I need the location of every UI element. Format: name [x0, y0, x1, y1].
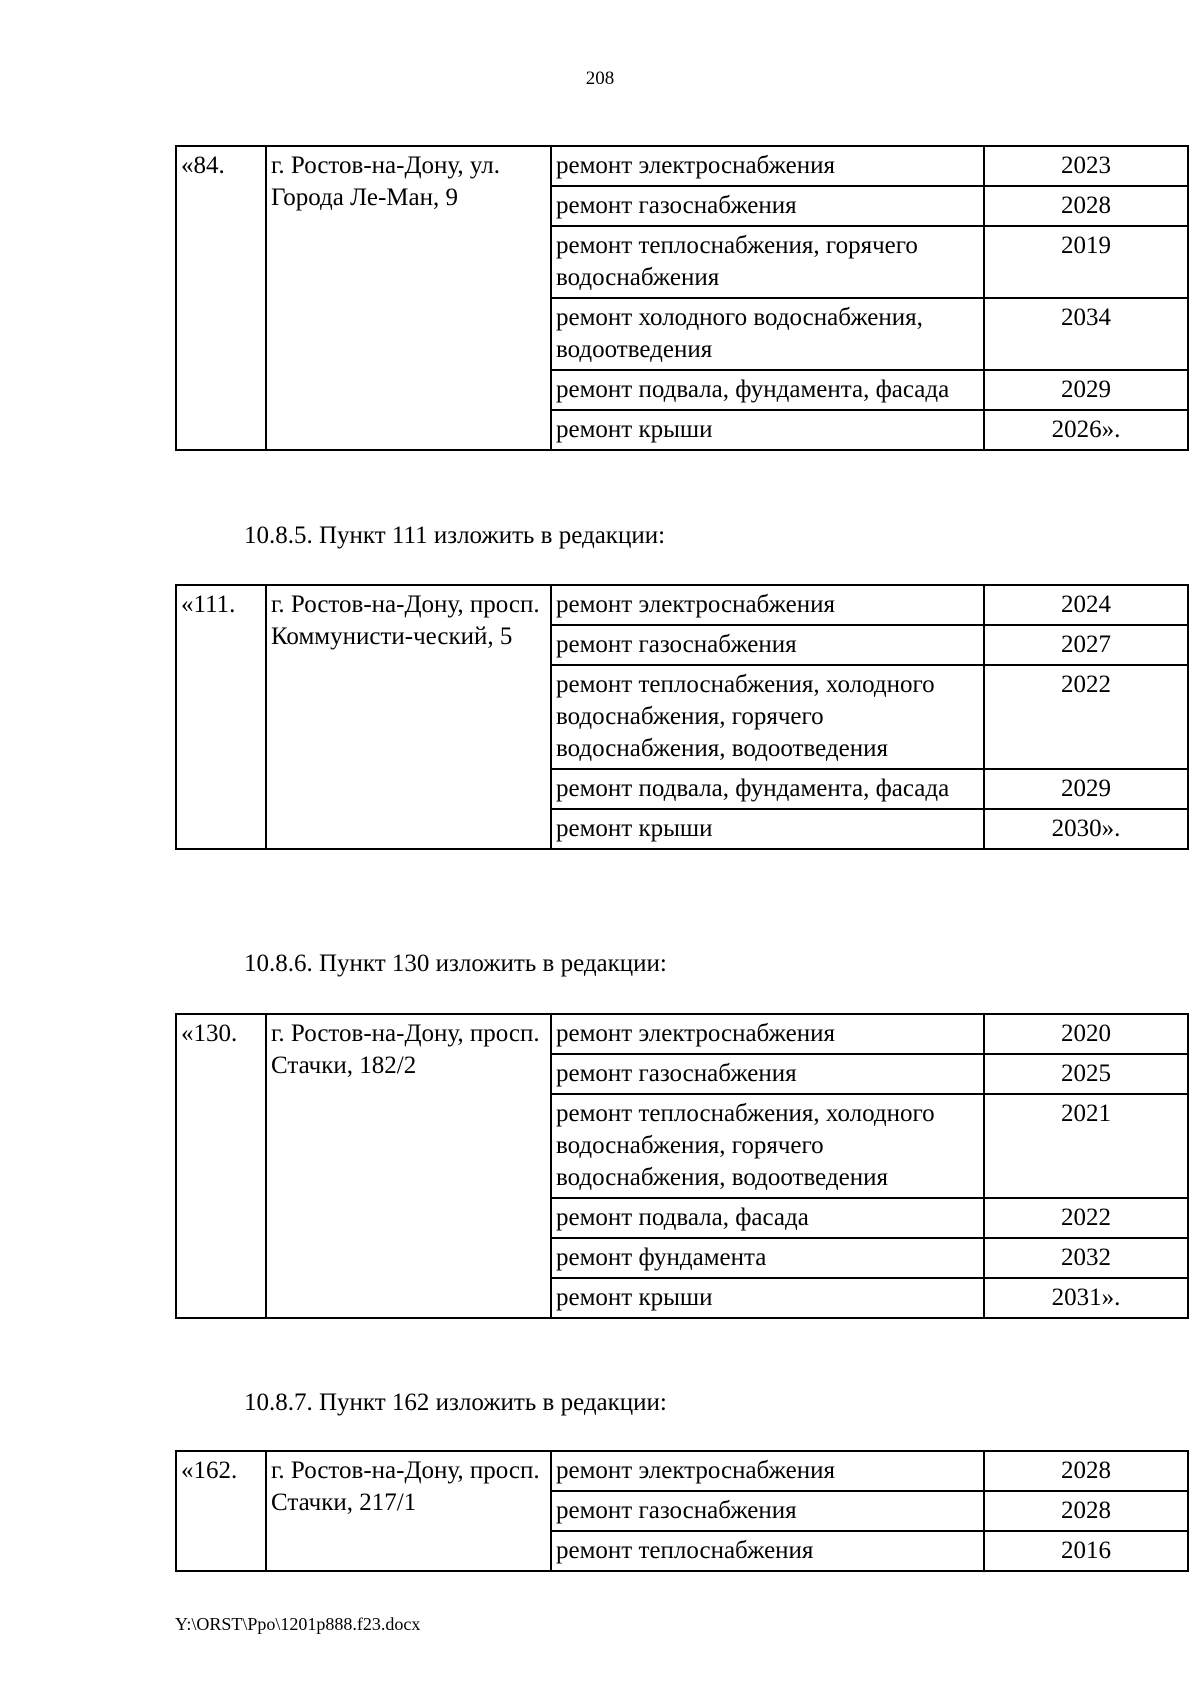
year-cell: 2022	[984, 1198, 1188, 1238]
year-cell: 2029	[984, 769, 1188, 809]
year-cell: 2026».	[984, 410, 1188, 450]
work-cell: ремонт подвала, фасада	[551, 1198, 984, 1238]
year-cell: 2024	[984, 585, 1188, 625]
work-cell: ремонт теплоснабжения, горячего водоснабжения	[551, 226, 984, 298]
edit-heading-162: 10.8.7. Пункт 162 изложить в редакции:	[244, 1389, 667, 1416]
edit-heading-111: 10.8.5. Пункт 111 изложить в редакции:	[244, 522, 666, 549]
work-cell: ремонт крыши	[551, 1278, 984, 1318]
year-cell: 2016	[984, 1531, 1188, 1571]
program-table-162	[175, 1450, 1189, 1572]
page-number: 208	[585, 68, 615, 89]
item-number-cell: «130.	[176, 1014, 266, 1318]
year-cell: 2028	[984, 1451, 1188, 1491]
year-cell: 2028	[984, 1491, 1188, 1531]
program-table-84	[175, 145, 1189, 451]
year-cell: 2019	[984, 226, 1188, 298]
work-cell: ремонт электроснабжения	[551, 146, 984, 186]
edit-heading-130: 10.8.6. Пункт 130 изложить в редакции:	[244, 950, 667, 977]
year-cell: 2032	[984, 1238, 1188, 1278]
work-cell: ремонт газоснабжения	[551, 1491, 984, 1531]
year-cell: 2021	[984, 1094, 1188, 1198]
year-cell: 2034	[984, 298, 1188, 370]
work-cell: ремонт крыши	[551, 809, 984, 849]
work-cell: ремонт газоснабжения	[551, 1054, 984, 1094]
address-cell: г. Ростов-на-Дону, просп. Коммунисти-ческий, 5	[266, 585, 551, 849]
table-row	[176, 146, 1188, 186]
work-cell: ремонт электроснабжения	[551, 585, 984, 625]
item-number-cell: «162.	[176, 1451, 266, 1571]
year-cell: 2022	[984, 665, 1188, 769]
work-cell: ремонт электроснабжения	[551, 1014, 984, 1054]
year-cell: 2023	[984, 146, 1188, 186]
footer-file-path: Y:\ORST\Ppo\1201p888.f23.docx	[175, 1614, 421, 1634]
year-cell: 2020	[984, 1014, 1188, 1054]
work-cell: ремонт газоснабжения	[551, 625, 984, 665]
year-cell: 2031».	[984, 1278, 1188, 1318]
work-cell: ремонт теплоснабжения, холодного водоснабжения, горячего водоснабжения, водоотведения	[551, 1094, 984, 1198]
year-cell: 2030».	[984, 809, 1188, 849]
address-cell: г. Ростов-на-Дону, ул. Города Ле-Ман, 9	[266, 146, 551, 450]
work-cell: ремонт фундамента	[551, 1238, 984, 1278]
work-cell: ремонт электроснабжения	[551, 1451, 984, 1491]
table-row	[176, 1014, 1188, 1054]
work-cell: ремонт холодного водоснабжения, водоотведения	[551, 298, 984, 370]
work-cell: ремонт крыши	[551, 410, 984, 450]
work-cell: ремонт подвала, фундамента, фасада	[551, 370, 984, 410]
address-cell: г. Ростов-на-Дону, просп. Стачки, 217/1	[266, 1451, 551, 1571]
work-cell: ремонт подвала, фундамента, фасада	[551, 769, 984, 809]
year-cell: 2027	[984, 625, 1188, 665]
item-number-cell: «111.	[176, 585, 266, 849]
work-cell: ремонт теплоснабжения, холодного водоснабжения, горячего водоснабжения, водоотведения	[551, 665, 984, 769]
address-cell: г. Ростов-на-Дону, просп. Стачки, 182/2	[266, 1014, 551, 1318]
work-cell: ремонт теплоснабжения	[551, 1531, 984, 1571]
program-table-130	[175, 1013, 1189, 1319]
table-row	[176, 1451, 1188, 1491]
year-cell: 2028	[984, 186, 1188, 226]
year-cell: 2029	[984, 370, 1188, 410]
table-row	[176, 585, 1188, 625]
item-number-cell: «84.	[176, 146, 266, 450]
program-table-111	[175, 584, 1189, 850]
year-cell: 2025	[984, 1054, 1188, 1094]
work-cell: ремонт газоснабжения	[551, 186, 984, 226]
